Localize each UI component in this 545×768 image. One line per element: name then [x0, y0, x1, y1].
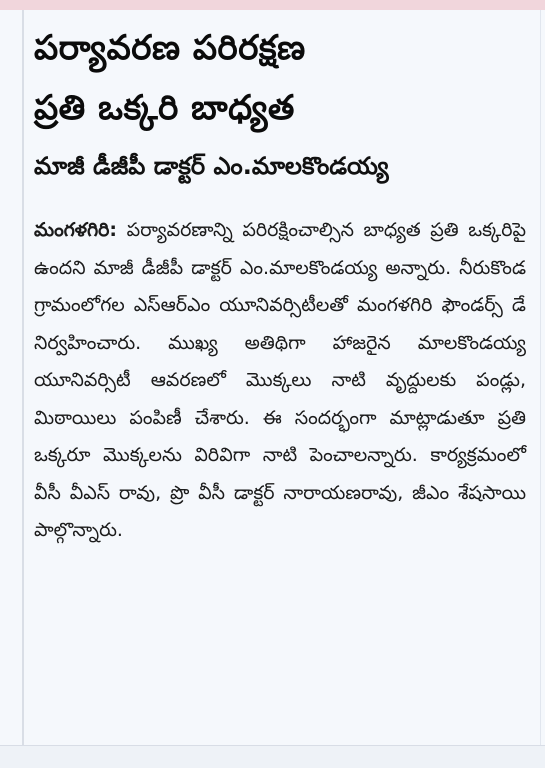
right-column-rule	[540, 10, 541, 745]
headline-line-2: ప్రతి ఒక్కరి బాధ్యత	[34, 88, 295, 128]
article-body	[34, 212, 526, 550]
headline-line-1: పర్యావరణ పరిరక్షణ	[34, 28, 306, 68]
headline	[34, 18, 534, 138]
byline: మాజీ డీజీపీ డాక్టర్ ఎం.మాలకొండయ్య	[34, 152, 389, 180]
top-color-band	[0, 0, 545, 10]
dateline: మంగళగిరి:	[34, 219, 118, 241]
left-column-rule	[22, 10, 24, 745]
bottom-band	[0, 745, 545, 768]
article-text: పర్యావరణాన్ని పరిరక్షించాల్సిన బాధ్యత ప్రతి ఒక్కరిపై ఉందని మాజీ డీజీపీ డాక్టర్ ఎం.మాలకొండయ్య అన్నారు. నీరుకొండ గ్రామంలోగల ఎస్ఆర్ఎం యూనివర్సిటీలతో మంగళగిరి ఫౌండర్స్ డే నిర్వహించారు. ముఖ్య అతిథిగా హాజరైన మాలకొండయ్య యూనివర్సిటీ ఆవరణలో మొక్కలు నాటి వృద్దులకు పండ్లు, మిఠాయిలు పంపిణీ చేశారు. ఈ సందర్భంగా మాట్లాడుతూ ప్రతి ఒక్కరూ మొక్కలను విరివిగా నాటి పెంచాలన్నారు. కార్యక్రమంలో వీసీ వీఎస్ రావు, ప్రొ వీసీ డాక్టర్ నారాయణరావు, జీఎం శేషసాయి పాల్గొన్నారు.	[34, 219, 526, 541]
